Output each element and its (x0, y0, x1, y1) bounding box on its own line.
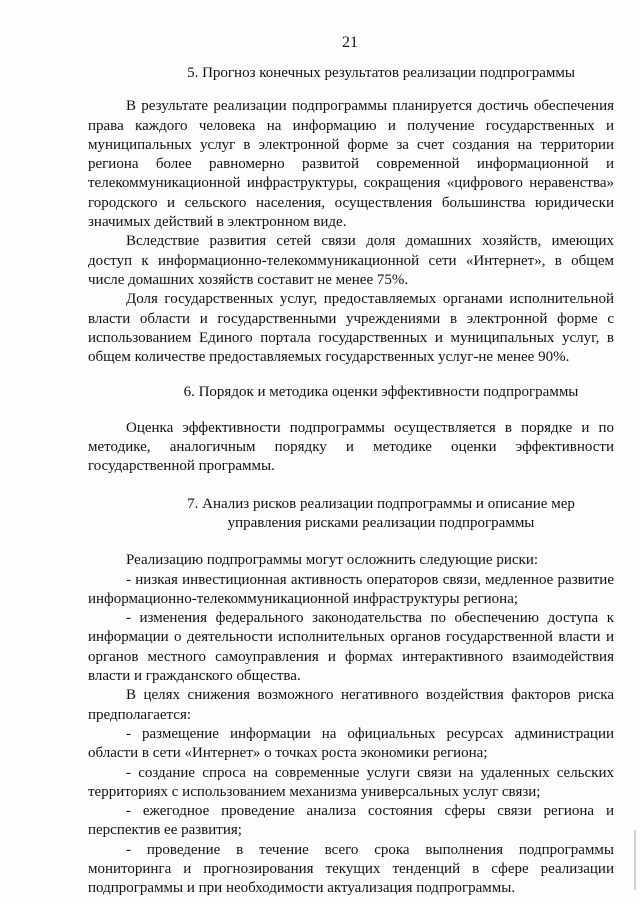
section-5-paragraph-1: В результате реализации подпрограммы планируется достичь обеспечения права каждого человека на информацию и получение государственных и муниципальных услуг в электронной форме за счет создания на территории региона более равномерно развитой современной информационной и телекоммуникационной инфраструктуры, сокращения «цифрового неравенства» городского и сельского населения, осуществления большинства юридически значимых действий в электронном виде. (88, 98, 614, 231)
section-7-heading-line-2: управления рисками реализации подпрограммы (227, 514, 535, 531)
section-5-paragraph-3: Доля государственных услуг, предоставляемых органами исполнительной власти области и государственными учреждениями в электронной форме с использованием Единого портала государственных и муниципальных услуг, в общем количестве предоставляемых государственных услуг-не менее 90%. (88, 291, 614, 366)
section-5-paragraph-2: Вследствие развития сетей связи доля домашних хозяйств, имеющих доступ к информационно-телекоммуникационной сети «Интернет», в общем числе домашних хозяйств составит не менее 75%. (88, 233, 614, 288)
section-6-paragraph-1: Оценка эффективности подпрограммы осуществляется в порядке и по методике, аналогичным порядку и методике оценки эффективности государственной программы. (88, 419, 614, 475)
scan-edge-mark (634, 830, 636, 890)
risk-item-1: - низкая инвестиционная активность операторов связи, медленное развитие информационно-телекоммуникационной инфраструктуры региона; (88, 571, 614, 607)
section-7-heading-line-1: 7. Анализ рисков реализации подпрограммы и описание мер (187, 495, 575, 512)
page-number: 21 (342, 34, 358, 51)
measure-item-4: - проведение в течение всего срока выполнения подпрограммы мониторинга и прогнозирования текущих тенденций в сфере реализации подпрограммы и при необходимости актуализация подпрограммы. (88, 841, 614, 897)
measure-item-1: - размещение информации на официальных ресурсах администрации области в сети «Интернет» о точках роста экономики региона; (88, 725, 614, 762)
section-5-heading: 5. Прогноз конечных результатов реализации подпрограммы (187, 65, 575, 81)
measures-intro: В целях снижения возможного негативного воздействия факторов риска предполагается: (88, 687, 614, 723)
section-7-intro: Реализацию подпрограммы могут осложнить следующие риски: (126, 552, 539, 569)
measure-item-2: - создание спроса на современные услуги связи на удаленных сельских территориях с использованием механизма универсальных услуг связи; (88, 764, 614, 800)
document-body (88, 64, 614, 899)
section-6-heading: 6. Порядок и методика оценки эффективности подпрограммы (183, 384, 579, 401)
measure-item-3: - ежегодное проведение анализа состояния сферы связи региона и перспектив ее развития; (88, 803, 614, 839)
section-7-heading (88, 495, 614, 534)
risk-item-2: - изменения федерального законодательства по обеспечению доступа к информации о деятельности исполнительных органов государственной власти и органов местного самоуправления и формах интерактивного взаимодействия власти и гражданского общества. (88, 610, 614, 685)
